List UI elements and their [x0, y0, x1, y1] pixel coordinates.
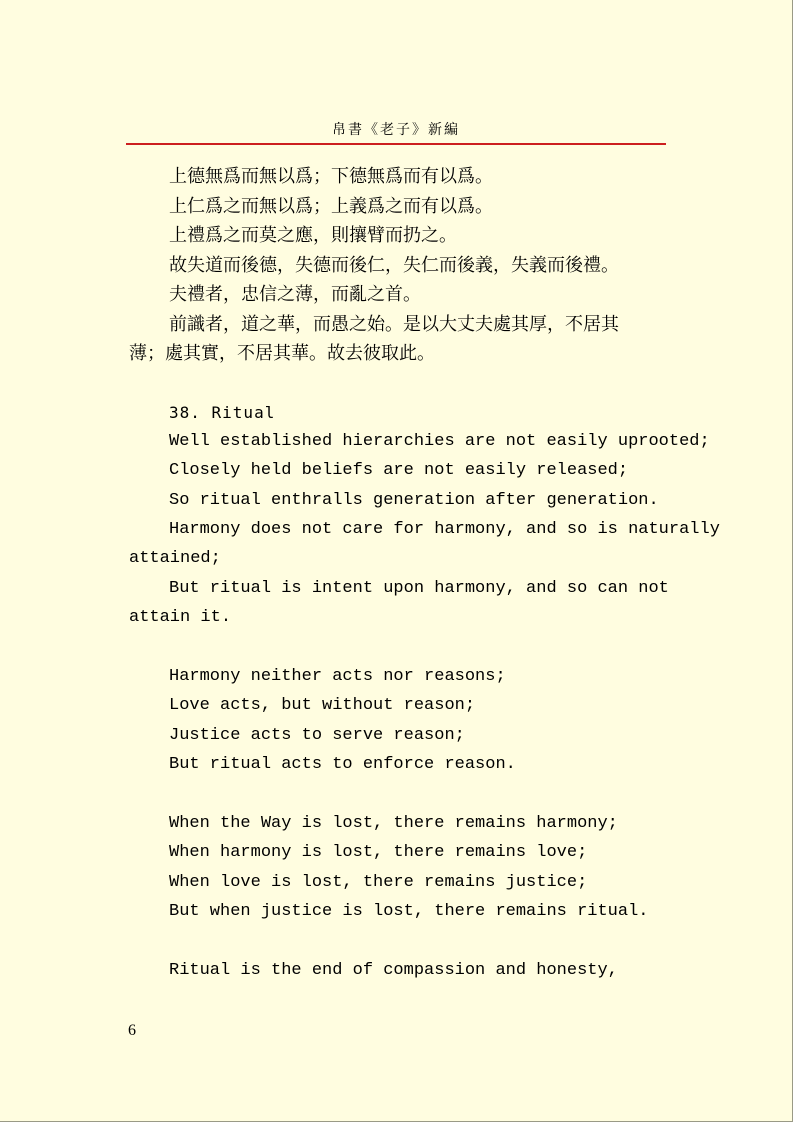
paragraph-gap [129, 633, 664, 662]
spacer [129, 369, 664, 398]
english-text-line: When the Way is lost, there remains harmony; [169, 813, 618, 833]
english-text-line: But ritual is intent upon harmony, and so can not [169, 578, 669, 598]
english-text-line: When harmony is lost, there remains love; [169, 843, 588, 863]
paragraph-gap [129, 927, 664, 956]
english-text-line: Justice acts to serve reason; [169, 725, 465, 745]
page-number: 6 [128, 1022, 136, 1039]
english-text-line: Love acts, but without reason; [169, 696, 476, 716]
english-text-block [129, 427, 720, 985]
chinese-text-line: 薄；處其實，不居其華。故去彼取此。 [129, 343, 435, 364]
chinese-text-line: 前識者，道之華，而愚之始。是以大丈夫處其厚，不居其 [169, 313, 619, 335]
english-text-line: Ritual is the end of compassion and honesty, [169, 960, 618, 980]
english-text-line: attain it. [129, 608, 232, 628]
chinese-text-line: 故失道而後德，失德而後仁，失仁而後義，失義而後禮。 [169, 254, 619, 276]
english-text-line: Closely held beliefs are not easily released; [169, 461, 629, 481]
paragraph-gap [129, 780, 664, 809]
english-text-line: But when justice is lost, there remains ritual. [169, 902, 649, 922]
english-text-line: attained; [129, 549, 221, 569]
english-text-line: But ritual acts to enforce reason. [169, 755, 516, 775]
english-text-line: So ritual enthralls generation after generation. [169, 490, 659, 510]
english-text-line: Harmony does not care for harmony, and so is naturally [169, 520, 720, 540]
english-text-line: Harmony neither acts nor reasons; [169, 667, 506, 687]
english-paragraph [129, 662, 664, 780]
chinese-text-line: 上德無爲而無以爲；下德無爲而有以爲。 [169, 166, 493, 187]
english-paragraph [129, 956, 664, 985]
english-paragraph [129, 427, 720, 633]
english-paragraph [129, 809, 664, 927]
chinese-text-block [129, 162, 664, 369]
chinese-text-line: 夫禮者，忠信之薄，而亂之首。 [169, 284, 421, 305]
section-title: 38. Ritual [169, 402, 276, 422]
page-content [129, 162, 720, 985]
running-header: 帛書《老子》新編 [332, 122, 460, 138]
english-text-line: When love is lost, there remains justice; [169, 872, 588, 892]
english-text-line: Well established hierarchies are not easily uprooted; [169, 431, 710, 451]
chinese-text-line: 上禮爲之而莫之應，則攘臂而扔之。 [169, 225, 457, 246]
chinese-text-line: 上仁爲之而無以爲；上義爲之而有以爲。 [169, 195, 493, 217]
header-rule [126, 143, 666, 145]
